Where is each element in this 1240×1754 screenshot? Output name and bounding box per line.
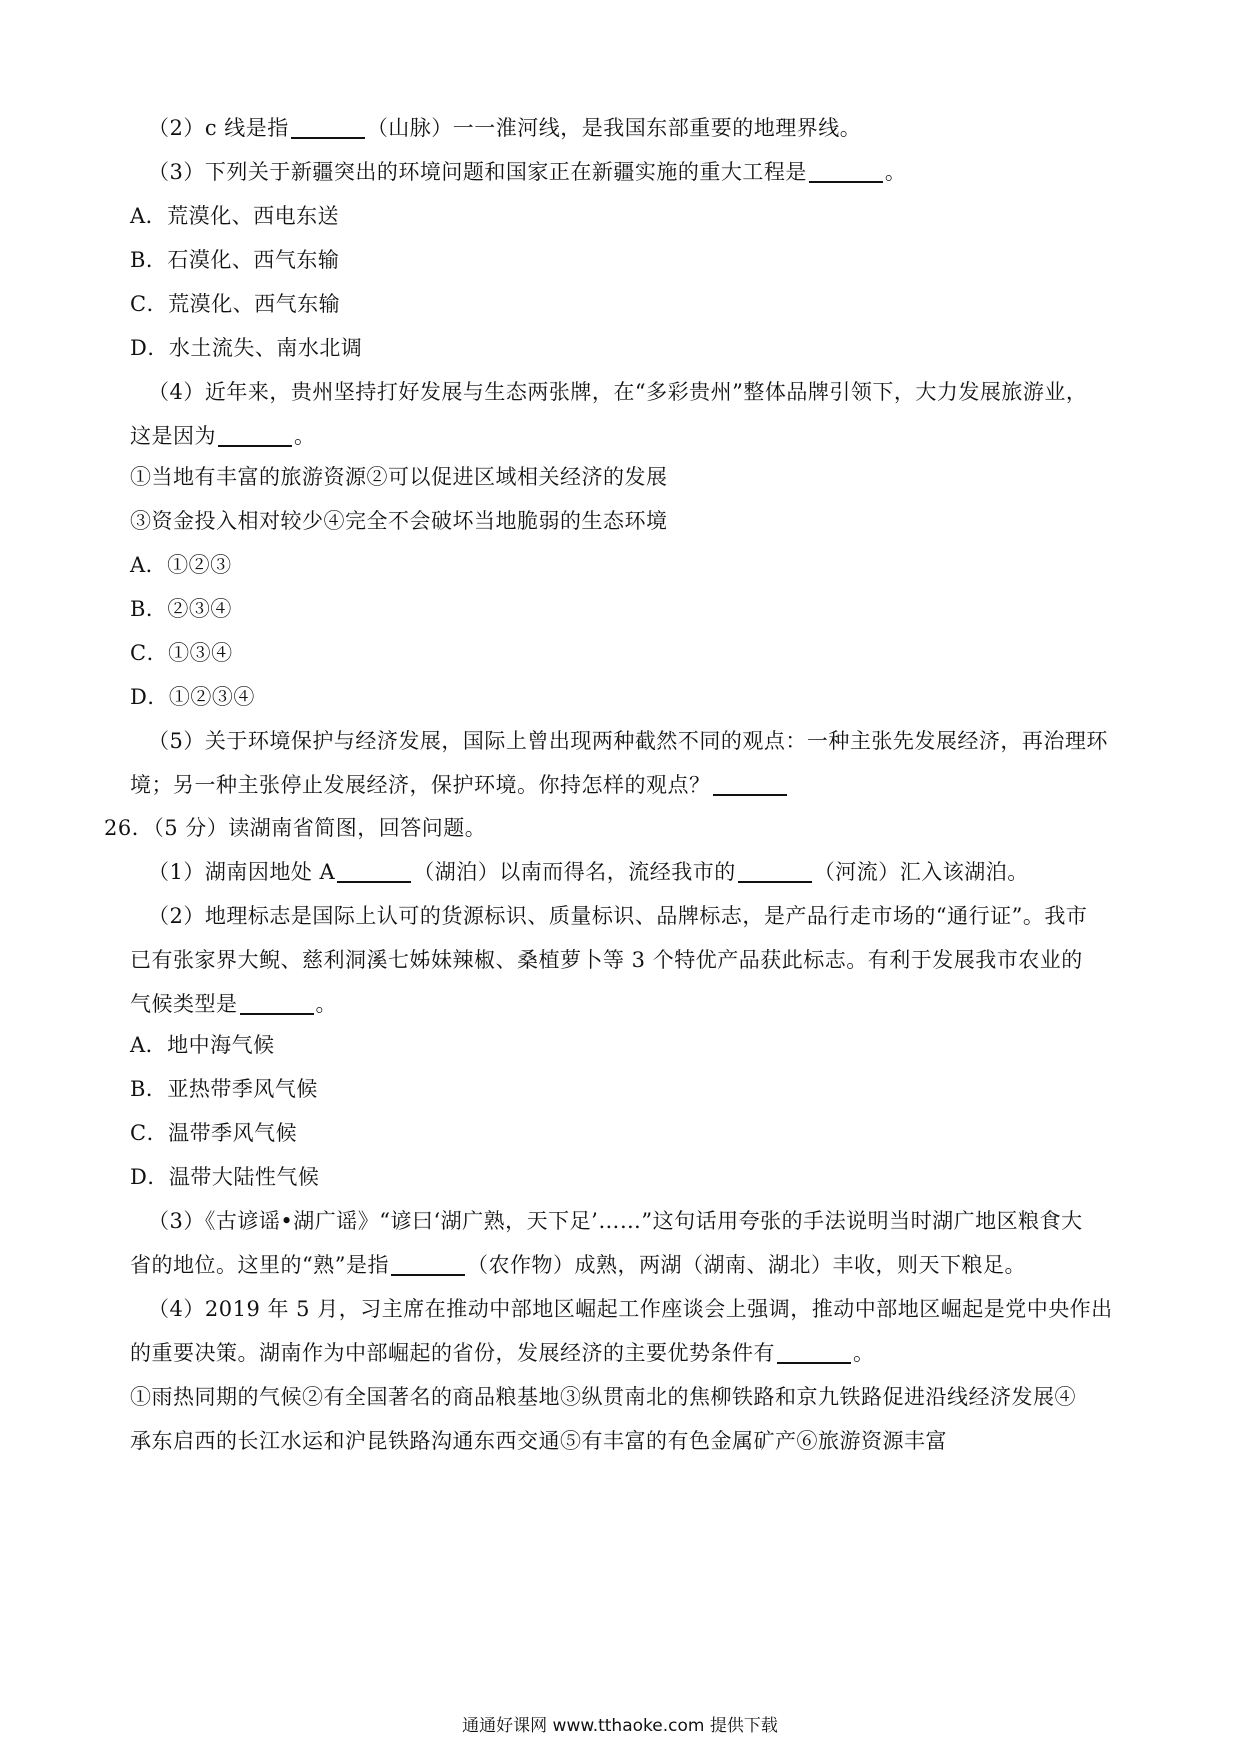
q26-part3-line1: （3）《古谚谣•湖广谣》“谚曰‘湖广熟，天下足’……”这句话用夸张的手法说明当时湖广地区粮食大 bbox=[148, 1209, 1083, 1233]
q25-part2-text-after: （山脉）一一淮河线，是我国东部重要的地理界线。 bbox=[366, 116, 862, 140]
q25-part4-option-d: D．①②③④ bbox=[130, 685, 255, 709]
answer-blank bbox=[713, 774, 787, 796]
q26-part2-option-a: A．地中海气候 bbox=[130, 1033, 275, 1057]
q26-part2-option-c: C．温带季风气候 bbox=[130, 1121, 298, 1145]
q26-part4-line1: （4）2019 年 5 月，习主席在推动中部地区崛起工作座谈会上强调，推动中部地区崛起是党中央作出 bbox=[148, 1297, 1113, 1321]
q25-part5-line1: （5）关于环境保护与经济发展，国际上曾出现两种截然不同的观点：一种主张先发展经济，再治理环 bbox=[148, 729, 1108, 753]
q25-part3-option-d: D．水土流失、南水北调 bbox=[130, 336, 363, 360]
q26-part3-text-after: （农作物）成熟，两湖（湖南、湖北）丰收，则天下粮足。 bbox=[466, 1253, 1026, 1277]
q25-part2-text-before: （2）c 线是指 bbox=[148, 116, 289, 140]
q26-part2-text-after: 。 bbox=[315, 992, 337, 1016]
answer-blank bbox=[337, 861, 411, 883]
q26-heading: 26．（5 分）读湖南省简图，回答问题。 bbox=[104, 816, 487, 840]
q25-part4-statement-1: ①当地有丰富的旅游资源②可以促进区域相关经济的发展 bbox=[130, 465, 668, 489]
q25-part2 bbox=[148, 113, 861, 143]
q26-part4-text-before: 的重要决策。湖南作为中部崛起的省份，发展经济的主要优势条件有 bbox=[130, 1341, 775, 1365]
q25-part3-option-b: B．石漠化、西气东输 bbox=[130, 248, 340, 272]
q26-part2-line1: （2）地理标志是国际上认可的货源标识、质量标识、品牌标志，是产品行走市场的“通行证”。我市 bbox=[148, 904, 1088, 928]
q25-part4-line1: （4）近年来，贵州坚持打好发展与生态两张牌，在“多彩贵州”整体品牌引领下，大力发展旅游业， bbox=[148, 380, 1088, 404]
page-footer: 通通好课网 www.tthaoke.com 提供下载 bbox=[462, 1716, 778, 1736]
q26-part2-line2: 已有张家界大鲵、慈利洞溪七姊妹辣椒、桑植萝卜等 3 个特优产品获此标志。有利于发展我市农业的 bbox=[130, 948, 1083, 972]
q25-part3-option-a: A．荒漠化、西电东送 bbox=[130, 204, 340, 228]
q26-part4-text-after: 。 bbox=[853, 1341, 875, 1365]
q25-part3-text-before: （3）下列关于新疆突出的环境问题和国家正在新疆实施的重大工程是 bbox=[148, 160, 807, 184]
q26-part4-line2 bbox=[130, 1338, 875, 1368]
q26-part4-statement-2: 承东启西的长江水运和沪昆铁路沟通东西交通⑤有丰富的有色金属矿产⑥旅游资源丰富 bbox=[130, 1429, 947, 1453]
q25-part5-text-before: 境；另一种主张停止发展经济，保护环境。你持怎样的观点？ bbox=[130, 773, 711, 797]
q25-part3 bbox=[148, 157, 906, 187]
q25-part4-text-after: 。 bbox=[294, 424, 316, 448]
q26-part2-line3 bbox=[130, 989, 337, 1019]
answer-blank bbox=[777, 1342, 851, 1364]
q26-part3-line2 bbox=[130, 1250, 1026, 1280]
q26-part2-text-before: 气候类型是 bbox=[130, 992, 238, 1016]
answer-blank bbox=[809, 161, 883, 183]
answer-blank bbox=[391, 1254, 465, 1276]
q26-part4-statement-1: ①雨热同期的气候②有全国著名的商品粮基地③纵贯南北的焦柳铁路和京九铁路促进沿线经济发展④ bbox=[130, 1385, 1076, 1409]
q25-part4-option-b: B．②③④ bbox=[130, 597, 232, 621]
q25-part4-line2 bbox=[130, 421, 316, 451]
answer-blank bbox=[218, 425, 292, 447]
q25-part4-option-a: A．①②③ bbox=[130, 553, 232, 577]
q26-part1 bbox=[148, 857, 1029, 887]
answer-blank bbox=[738, 861, 812, 883]
q25-part4-option-c: C．①③④ bbox=[130, 641, 233, 665]
q26-part2-option-d: D．温带大陆性气候 bbox=[130, 1165, 320, 1189]
q26-part1-text-before: （1）湖南因地处 A bbox=[148, 860, 336, 884]
answer-blank bbox=[291, 117, 365, 139]
q26-part3-text-before: 省的地位。这里的“熟”是指 bbox=[130, 1253, 389, 1277]
q26-part1-text-after: （河流）汇入该湖泊。 bbox=[813, 860, 1029, 884]
q26-part1-text-mid: （湖泊）以南而得名，流经我市的 bbox=[413, 860, 736, 884]
q25-part3-text-after: 。 bbox=[884, 160, 907, 184]
q25-part4-statement-2: ③资金投入相对较少④完全不会破坏当地脆弱的生态环境 bbox=[130, 509, 668, 533]
answer-blank bbox=[240, 993, 314, 1015]
q25-part5-line2 bbox=[130, 770, 789, 800]
q25-part4-text-before: 这是因为 bbox=[130, 424, 216, 448]
q25-part3-option-c: C．荒漠化、西气东输 bbox=[130, 292, 341, 316]
q26-part2-option-b: B．亚热带季风气候 bbox=[130, 1077, 318, 1101]
